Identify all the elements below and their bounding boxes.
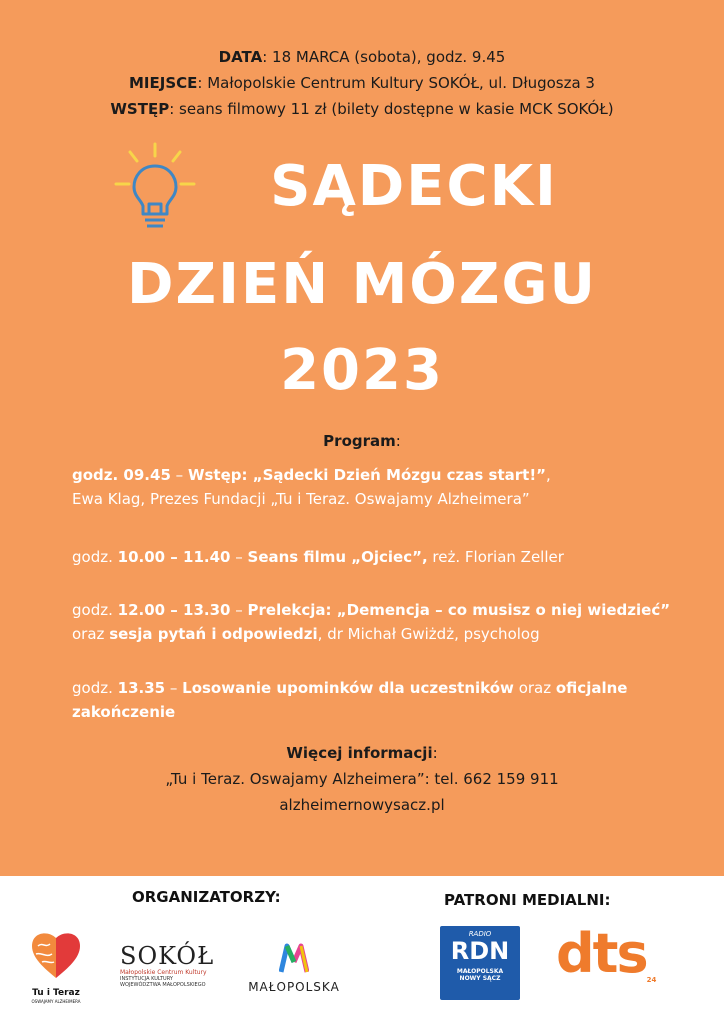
item-3-oraz: oraz — [72, 625, 110, 643]
website-link[interactable]: alzheimernowysacz.pl — [279, 796, 445, 814]
malopolska-logo — [240, 942, 348, 994]
sokol-line-2: INSTYTUCJA KULTURY — [120, 976, 173, 982]
radio-rdn-logo — [440, 926, 520, 1000]
dts-name: dts — [556, 922, 647, 985]
item-4-closing: zakończenie — [72, 703, 176, 721]
organizers-label: ORGANIZATORZY: — [132, 888, 281, 906]
item-3-time: 12.00 – 13.30 — [117, 601, 231, 619]
item-4-dash: – — [165, 679, 183, 697]
item-4-oraz: oraz — [513, 679, 556, 697]
more-info-heading — [0, 740, 724, 766]
program-item-4 — [72, 676, 672, 724]
item-1-time: godz. 09.45 — [72, 466, 171, 484]
date-line — [0, 48, 724, 66]
program-item-2 — [72, 545, 672, 569]
program-item-3-line-2 — [72, 622, 672, 646]
program-item-4-line-1 — [72, 676, 672, 700]
tu-i-teraz-name: Tu i Teraz — [32, 988, 80, 998]
program-item-1 — [72, 463, 672, 511]
program-item-1-line-1 — [72, 463, 672, 487]
item-2-time: 10.00 – 11.40 — [117, 548, 231, 566]
entry-value: : seans filmowy 11 zł (bilety dostępne w kasie MCK SOKÓŁ) — [169, 100, 614, 118]
rdn-line-2: NOWY SĄCZ — [459, 975, 501, 982]
item-2-prefix: godz. — [72, 548, 118, 566]
item-2-director: reż. Florian Zeller — [427, 548, 564, 566]
more-info-heading-text: Więcej informacji — [286, 744, 433, 762]
item-4-title: Losowanie upominków dla uczestników — [182, 679, 514, 697]
rdn-radio-label: RADIO — [468, 930, 492, 938]
title-line-2: DZIEŃ MÓZGU — [127, 252, 597, 317]
title-line-3: 2023 — [280, 338, 444, 403]
item-2-title: Seans filmu „Ojciec”, — [247, 548, 428, 566]
item-1-title: Wstęp: „Sądecki Dzień Mózgu czas start!” — [187, 466, 547, 484]
item-3-dash: – — [230, 601, 248, 619]
contact-phone: „Tu i Teraz. Oswajamy Alzheimera”: tel. 662 159 911 — [165, 770, 559, 788]
program-item-3 — [72, 598, 672, 646]
more-info — [0, 740, 724, 818]
item-4-official: oficjalne — [555, 679, 628, 697]
program-heading-colon: : — [395, 432, 401, 450]
entry-label: WSTĘP — [110, 100, 170, 118]
patrons-label: PATRONI MEDIALNI: — [444, 891, 611, 909]
place-value: : Małopolskie Centrum Kultury SOKÓŁ, ul. Długosza 3 — [197, 74, 595, 92]
item-4-time: 13.35 — [117, 679, 166, 697]
item-3-title: Prelekcja: „Demencja – co musisz o niej wiedzieć” — [247, 601, 671, 619]
tu-i-teraz-logo — [26, 930, 86, 1008]
sokol-line-1: Małopolskie Centrum Kultury — [120, 969, 207, 976]
rdn-line-1: MAŁOPOLSKA — [456, 968, 504, 975]
item-1-dash: – — [170, 466, 188, 484]
date-value: : 18 MARCA (sobota), godz. 9.45 — [262, 48, 506, 66]
program-heading-text: Program — [323, 432, 396, 450]
entry-line — [0, 100, 724, 118]
program-item-1-line-2: Ewa Klag, Prezes Fundacji „Tu i Teraz. Oswajamy Alzheimera” — [72, 490, 530, 508]
tu-i-teraz-sub: OSWAJAMY ALZHEIMERA — [31, 999, 81, 1004]
malopolska-name: MAŁOPOLSKA — [248, 980, 340, 994]
dts-logo — [556, 924, 676, 984]
program-heading — [0, 432, 724, 450]
rdn-name: RDN — [450, 937, 510, 965]
program-item-3-line-1 — [72, 598, 672, 622]
sokol-logo — [120, 944, 226, 988]
malopolska-m-icon — [279, 942, 309, 974]
sokol-name: SOKÓŁ — [120, 942, 215, 970]
item-4-prefix: godz. — [72, 679, 118, 697]
sokol-logo-name — [120, 944, 226, 968]
program-item-4-line-2 — [72, 700, 672, 724]
more-info-heading-colon: : — [432, 744, 438, 762]
item-3-prefix: godz. — [72, 601, 118, 619]
sokol-line-3: WOJEWÓDZTWA MAŁOPOLSKIEGO — [120, 982, 206, 988]
dts-sup: 24 — [646, 976, 657, 984]
place-line — [0, 74, 724, 92]
place-label: MIEJSCE — [129, 74, 198, 92]
item-1-comma: , — [546, 466, 551, 484]
brain-heart-icon — [26, 930, 86, 982]
item-2-dash: – — [230, 548, 248, 566]
date-label: DATA — [218, 48, 263, 66]
title-line-1: SĄDECKI — [270, 154, 558, 219]
item-3-speaker: , dr Michał Gwiżdż, psycholog — [317, 625, 540, 643]
item-3-session: sesja pytań i odpowiedzi — [109, 625, 318, 643]
